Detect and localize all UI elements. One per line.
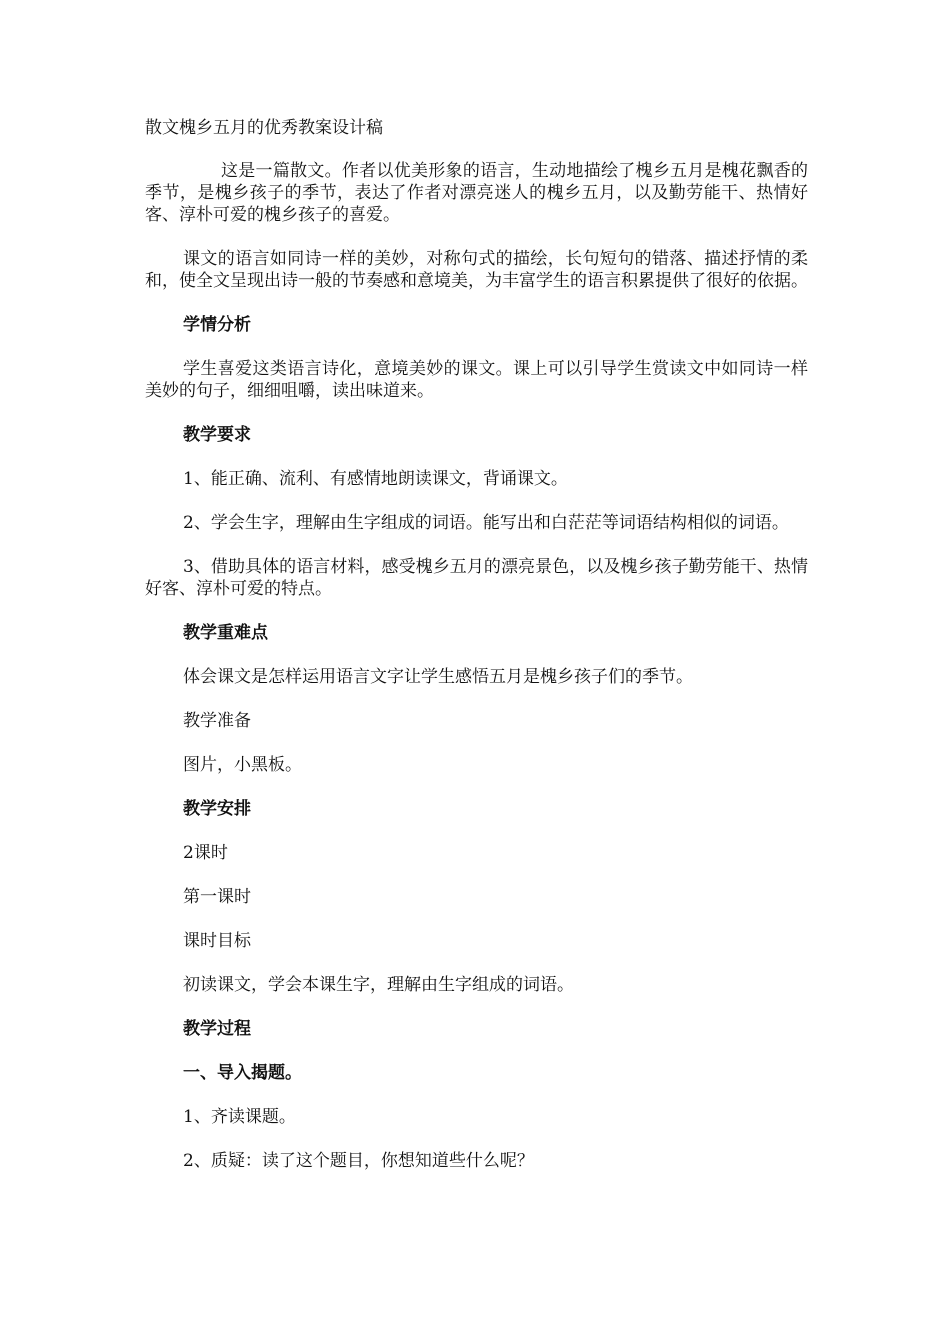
- document-title: 散文槐乡五月的优秀教案设计稿: [145, 118, 383, 138]
- lesson-count: 2课时: [183, 843, 228, 863]
- section-heading-key-points: 教学重难点: [183, 623, 268, 643]
- process-item-2: 2、质疑：读了这个题目，你想知道些什么呢？: [183, 1151, 534, 1171]
- section-heading-student-analysis: 学情分析: [183, 315, 251, 335]
- requirement-item-2: 2、学会生字，理解由生字组成的词语。能写出和白茫茫等词语结构相似的词语。: [183, 513, 789, 533]
- intro-paragraph: 这是一篇散文。作者以优美形象的语言，生动地描绘了槐乡五月是槐花飘香的季节，是槐乡孩子的季节，表达了作者对漂亮迷人的槐乡五月，以及勤劳能干、热情好客、淳朴可爱的槐乡孩子的喜爱。: [145, 161, 808, 225]
- lesson-goal-paragraph: 初读课文，学会本课生字，理解由生字组成的词语。: [183, 975, 574, 995]
- language-paragraph: 课文的语言如同诗一样的美妙，对称句式的描绘，长句短句的错落、描述抒情的柔和，使全文呈现出诗一般的节奏感和意境美，为丰富学生的语言积累提供了很好的依据。: [145, 249, 808, 291]
- section-heading-arrangement: 教学安排: [183, 799, 251, 819]
- lesson-one-label: 第一课时: [183, 887, 251, 907]
- document-body: [145, 117, 808, 1194]
- process-step-intro-heading: 一、导入揭题。: [183, 1063, 302, 1083]
- process-item-1: 1、齐读课题。: [183, 1107, 296, 1127]
- lesson-goal-label: 课时目标: [183, 931, 251, 951]
- requirement-item-1: 1、能正确、流利、有感情地朗读课文，背诵课文。: [183, 469, 568, 489]
- requirement-item-3: 3、借助具体的语言材料，感受槐乡五月的漂亮景色，以及槐乡孩子勤劳能干、热情好客、淳朴可爱的特点。: [145, 557, 808, 599]
- preparation-paragraph: 图片，小黑板。: [183, 755, 302, 775]
- student-analysis-paragraph: 学生喜爱这类语言诗化，意境美妙的课文。课上可以引导学生赏读文中如同诗一样美妙的句子，细细咀嚼，读出味道来。: [145, 359, 808, 401]
- section-heading-teaching-process: 教学过程: [183, 1019, 251, 1039]
- key-points-paragraph: 体会课文是怎样运用语言文字让学生感悟五月是槐乡孩子们的季节。: [183, 667, 693, 687]
- section-heading-teaching-requirements: 教学要求: [183, 425, 251, 445]
- section-label-preparation: 教学准备: [183, 711, 251, 731]
